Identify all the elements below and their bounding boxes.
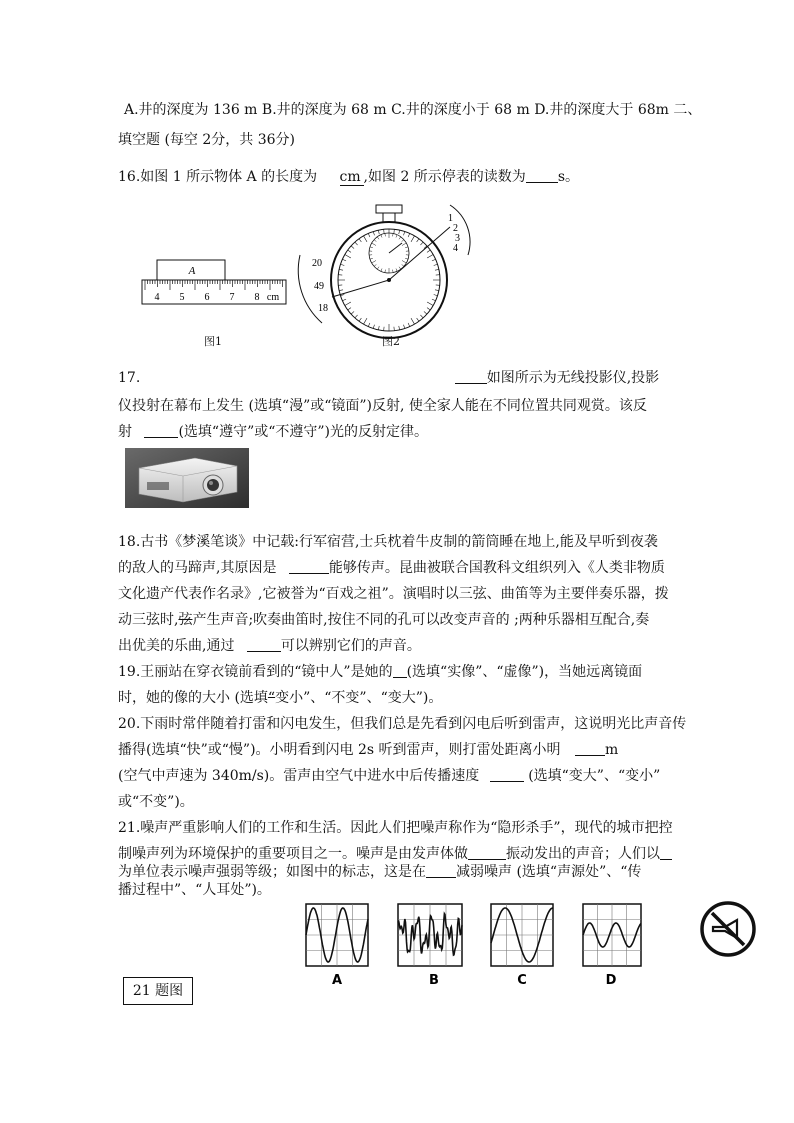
waveform-label-b: B	[429, 973, 439, 988]
q19-line2	[118, 687, 442, 707]
stopwatch-scale-20: 20	[312, 258, 322, 269]
q17-text-tail: 如图所示为无线投影仪,投影	[486, 370, 660, 386]
q18-line5-start: 出优美的乐曲,通过	[118, 638, 235, 654]
q18-line4-end: 产生声音;吹奏曲笛时,按住不同的孔可以改变声音的 ;两种乐器相互配合,奏	[192, 612, 650, 628]
q19-line1	[118, 661, 642, 681]
q19-line2-end: 变小”、“不变”、“变大”)。	[275, 690, 443, 706]
stopwatch-scale-4: 4	[453, 243, 458, 254]
no-horn-sign-icon	[699, 900, 757, 958]
waveform-label-d: D	[605, 973, 617, 988]
q16-answer-blank-time[interactable]	[526, 168, 558, 183]
ruler-tick-5: 5	[179, 292, 185, 303]
q16-answer-blank-length[interactable]	[340, 171, 364, 186]
q18-line4	[118, 609, 649, 629]
q20-line4: 或“不变”)。	[118, 794, 194, 810]
figure2-label: 图2	[382, 335, 400, 348]
q17-line1	[118, 367, 659, 387]
waveform-box-b	[398, 904, 462, 966]
q20-answer-blank-distance[interactable]	[575, 741, 605, 756]
q20-line2-start: 播得(选填“快”或“慢”)。小明看到闪电 2s 听到雷声，则打雷处距离小明	[118, 742, 561, 758]
ruler-tick-8: 8	[254, 292, 260, 303]
q18-line2-end: 能够传声。昆曲被联合国教科文组织列入《人类非物质	[328, 560, 665, 576]
q21-line3	[118, 861, 641, 881]
q18-line4-start: 动三弦时,	[118, 612, 179, 628]
stopwatch-scale-18: 18	[318, 303, 328, 314]
q18-line1: 18.古书《梦溪笔谈》中记载:行军宿营,士兵枕着牛皮制的箭筒睡在地上,能及早听到夜袭	[118, 534, 658, 550]
q15-section-heading: 填空题 (每空 2分，共 36分)	[118, 132, 295, 148]
q19-line1-end: (选填“实像”、“虚像”)，当她远离镜面	[406, 664, 643, 680]
waveform-box-d	[583, 904, 641, 966]
stopwatch-scale-3: 3	[455, 233, 460, 244]
q21-line1: 21.噪声严重影响人们的工作和生活。因此人们把噪声称作为“隐形杀手”，现代的城市把控	[118, 820, 673, 836]
q17-answer-blank-2[interactable]	[144, 423, 178, 438]
q18-line2-start: 的敌人的马蹄声,其原因是	[118, 560, 277, 576]
q21-figure-label: 21 题图	[123, 977, 193, 1005]
q21-line2	[118, 843, 672, 863]
q17-line3	[118, 421, 428, 441]
q19-strike-quote: “	[267, 690, 276, 706]
ruler-unit: cm	[266, 292, 280, 303]
ruler-body	[142, 280, 286, 304]
q21-line3-end: 减弱噪声 (选填“声源处”、“传	[456, 864, 642, 880]
q20-line2	[118, 739, 618, 759]
figure1-label: 图1	[204, 335, 222, 348]
ruler-tick-6: 6	[204, 292, 210, 303]
q17-line3-start: 射	[118, 424, 132, 440]
waveform-figures	[300, 902, 670, 986]
q20-unit-m: m	[605, 742, 619, 758]
q20-line3-end: (选填“变大”、“变小”	[528, 768, 661, 784]
object-a-label: A	[188, 265, 196, 277]
figure2-stopwatch	[290, 205, 490, 345]
q20-line3-start: (空气中声速为 340m/s)。雷声由空气中进水中后传播速度	[118, 768, 480, 784]
q20-line3	[118, 765, 660, 785]
q17-number: 17.	[118, 370, 141, 386]
waveform-box-c	[491, 904, 553, 966]
q20-answer-blank-speed[interactable]	[490, 767, 524, 782]
q18-line5	[118, 635, 421, 655]
ruler-tick-7: 7	[229, 292, 235, 303]
q21-answer-blank-location[interactable]	[426, 863, 456, 878]
stopwatch-scale-2: 2	[453, 223, 458, 234]
q15-options-line: A.井的深度为 136 m B.井的深度为 68 m C.井的深度小于 68 m D.井的深度大于 68m 二、	[124, 102, 702, 118]
q16-unit-s: s。	[557, 169, 579, 185]
q17-line2: 仪投射在幕布上发生 (选填“漫”或“镜面”)反射, 使全家人能在不同位置共同观赏。该反	[118, 398, 647, 414]
ruler-tick-4: 4	[154, 292, 160, 303]
waveform-label-c: C	[517, 973, 527, 988]
q19-line2-start: 时，她的像的大小 (选填	[118, 690, 268, 706]
q17-line3-end: (选填“遵守”或“不遵守”)光的反射定律。	[178, 424, 429, 440]
projector-image	[125, 448, 249, 508]
figure1-ruler	[140, 258, 290, 308]
q19-answer-blank-image[interactable]	[393, 663, 407, 678]
q21-line4: 播过程中”、“人耳处”)。	[118, 882, 271, 898]
q18-strike-word: 弦	[178, 612, 193, 628]
q21-answer-blank-vibration[interactable]	[468, 845, 506, 860]
q18-answer-blank-medium[interactable]	[289, 559, 329, 574]
q16-text-b: ,如图 2 所示停表的读数为	[363, 169, 526, 185]
q18-line5-end: 可以辨别它们的声音。	[280, 638, 421, 654]
q16-unit-cm: cm	[339, 169, 361, 185]
q17-answer-blank-1[interactable]	[455, 369, 487, 384]
stopwatch-scale-1: 1	[448, 213, 453, 224]
waveform-label-a: A	[331, 973, 343, 988]
waveform-box-a	[306, 904, 368, 966]
q18-line3: 文化遗产代表作名录》,它被誉为“百戏之祖”。演唱时以三弦、曲笛等为主要伴奏乐器，拨	[118, 586, 669, 602]
q21-line3-start: 为单位表示噪声强弱等级；如图中的标志，这是在	[118, 864, 426, 880]
q21-answer-blank-unit[interactable]	[660, 845, 672, 860]
q16-text-a: 16.如图 1 所示物体 A 的长度为	[118, 169, 318, 185]
stopwatch-scale-49: 49	[314, 281, 324, 292]
q19-line1-start: 19.王丽站在穿衣镜前看到的“镜中人”是她的	[118, 664, 393, 680]
q21-line2-start: 制噪声列为环境保护的重要项目之一。噪声是由发声体做	[118, 846, 468, 862]
q20-line1: 20.下雨时常伴随着打雷和闪电发生，但我们总是先看到闪电后听到雷声，这说明光比声音传	[118, 716, 687, 732]
q18-line2	[118, 557, 665, 577]
q21-line2-mid: 振动发出的声音；人们以	[506, 846, 660, 862]
q16-question	[118, 166, 579, 186]
q18-answer-blank-timbre[interactable]	[247, 637, 281, 652]
